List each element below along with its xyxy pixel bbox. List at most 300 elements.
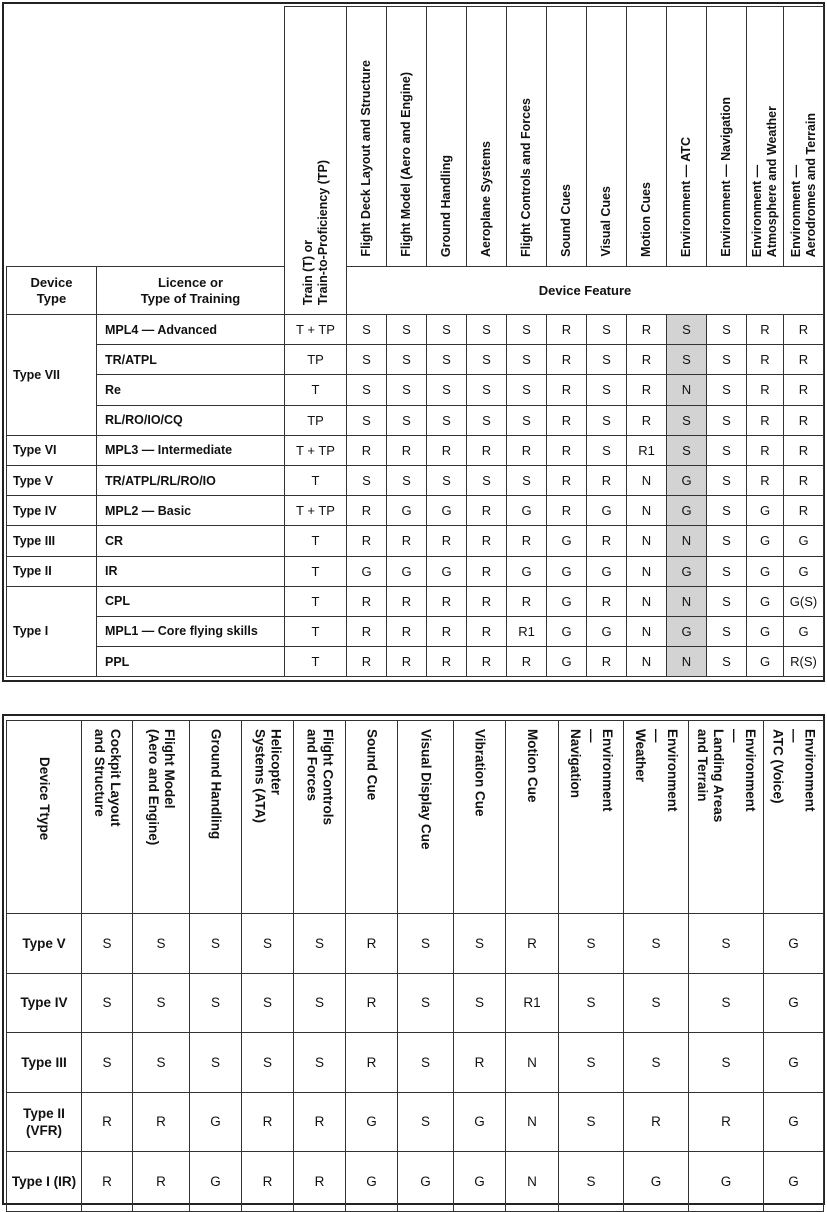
feature-value-cell: S (294, 1033, 346, 1093)
train-cell: T (285, 556, 347, 586)
feature-header-label: Motion Cue (525, 729, 540, 803)
train-cell: TP (285, 405, 347, 435)
feature-value-cell: G (784, 556, 824, 586)
feature-value-cell: S (559, 1152, 624, 1212)
feature-value-cell: S (427, 405, 467, 435)
feature-header-label: Environment — Atmosphere and Weather (750, 105, 779, 257)
feature-value-cell: S (507, 375, 547, 405)
feature-value-cell: R (587, 647, 627, 677)
feature-value-cell: S (707, 375, 747, 405)
table-row (7, 465, 824, 495)
feature-value-cell: S (347, 375, 387, 405)
feature-value-cell: G (764, 973, 824, 1033)
feature-value-cell: G(S) (784, 586, 824, 616)
feature-value-cell: R (784, 435, 824, 465)
train-header-label: Train (T) or Train-to-Proficiency (TP) (300, 159, 330, 305)
feature-value-cell: R (507, 435, 547, 465)
feature-header-7 (398, 721, 454, 914)
train-cell: TP (285, 345, 347, 375)
train-cell: T (285, 526, 347, 556)
feature-header-label: Cockpit Layout and Structure (92, 729, 123, 827)
feature-value-cell: R (427, 586, 467, 616)
feature-value-cell: S (507, 465, 547, 495)
feature-value-cell: S (294, 914, 346, 974)
feature-header-8 (627, 7, 667, 267)
feature-value-cell: G (547, 616, 587, 646)
train-cell: T + TP (285, 315, 347, 345)
header-row (7, 721, 824, 914)
feature-header-label: Environment — ATC (679, 136, 693, 257)
feature-value-cell: S (507, 315, 547, 345)
feature-value-cell: S (667, 435, 707, 465)
table-row (7, 556, 824, 586)
feature-value-cell: N (627, 647, 667, 677)
feature-value-cell: S (707, 616, 747, 646)
feature-value-cell: G (747, 647, 784, 677)
feature-value-cell: S (559, 1092, 624, 1152)
feature-value-cell: R (347, 647, 387, 677)
feature-value-cell: S (707, 556, 747, 586)
feature-value-cell: R (294, 1092, 346, 1152)
feature-value-cell: S (559, 1033, 624, 1093)
feature-header-label: Environment — ATC (Voice) (770, 729, 818, 812)
feature-value-cell: G (587, 616, 627, 646)
licence-cell: RL/RO/IO/CQ (97, 405, 285, 435)
feature-header-11 (747, 7, 784, 267)
table-row (7, 405, 824, 435)
feature-header-label: Flight Controls and Forces (304, 729, 336, 825)
feature-value-cell: R (547, 345, 587, 375)
feature-header-5 (294, 721, 346, 914)
feature-value-cell: G (507, 496, 547, 526)
feature-header-label: Motion Cues (639, 182, 653, 257)
device-type-header-label: Device Ttype (37, 757, 52, 841)
feature-value-cell: N (667, 526, 707, 556)
table-row (7, 914, 824, 974)
feature-value-cell: S (82, 973, 133, 1033)
feature-value-cell: N (667, 647, 707, 677)
feature-value-cell: R (347, 496, 387, 526)
feature-value-cell: R (547, 315, 587, 345)
feature-value-cell: R (346, 1033, 398, 1093)
feature-value-cell: R (347, 586, 387, 616)
device-type-cell: Type V (7, 914, 82, 974)
feature-value-cell: S (467, 315, 507, 345)
feature-value-cell: S (347, 345, 387, 375)
feature-value-cell: S (587, 345, 627, 375)
train-cell: T (285, 647, 347, 677)
device-feature-header: Device Feature (347, 267, 824, 315)
licence-cell: Re (97, 375, 285, 405)
feature-header-label: Environment — Navigation (719, 97, 733, 257)
feature-header-label: Visual Cues (599, 186, 613, 257)
feature-value-cell: G (347, 556, 387, 586)
feature-header-label: Aeroplane Systems (479, 140, 493, 257)
feature-value-cell: G (427, 556, 467, 586)
feature-value-cell: N (627, 586, 667, 616)
device-type-cell: Type IV (7, 496, 97, 526)
train-cell: T + TP (285, 435, 347, 465)
feature-header-5 (507, 7, 547, 267)
feature-value-cell: N (506, 1033, 559, 1093)
feature-value-cell: G (667, 616, 707, 646)
feature-value-cell: S (190, 914, 242, 974)
feature-value-cell: R1 (506, 973, 559, 1033)
feature-value-cell: S (587, 375, 627, 405)
feature-value-cell: R (346, 914, 398, 974)
feature-value-cell: S (624, 914, 689, 974)
feature-header-9 (667, 7, 707, 267)
feature-value-cell: G (387, 556, 427, 586)
feature-value-cell: R (427, 526, 467, 556)
feature-value-cell: R (627, 345, 667, 375)
licence-cell: CPL (97, 586, 285, 616)
feature-value-cell: S (624, 1033, 689, 1093)
feature-value-cell: S (294, 973, 346, 1033)
table-row (7, 586, 824, 616)
feature-header-label: Vibration Cue (472, 729, 488, 817)
feature-value-cell: R (387, 586, 427, 616)
feature-value-cell: G (764, 914, 824, 974)
feature-value-cell: R (747, 315, 784, 345)
feature-value-cell: R (587, 465, 627, 495)
feature-value-cell: R (587, 526, 627, 556)
feature-value-cell: R (784, 405, 824, 435)
feature-value-cell: R (387, 435, 427, 465)
feature-value-cell: S (387, 465, 427, 495)
feature-value-cell: S (689, 1033, 764, 1093)
feature-header-label: Flight Model (Aero and Engine) (146, 729, 177, 846)
feature-value-cell: G (190, 1092, 242, 1152)
feature-value-cell: G (387, 496, 427, 526)
device-type-cell: Type V (7, 465, 97, 495)
train-cell: T (285, 616, 347, 646)
feature-value-cell: R (347, 526, 387, 556)
feature-header-label: Environment — Weather (633, 729, 680, 812)
feature-value-cell: S (707, 496, 747, 526)
feature-value-cell: G (747, 616, 784, 646)
aeroplane-device-feature-table (6, 6, 824, 677)
feature-value-cell: R (133, 1152, 190, 1212)
device-type-cell: Type VI (7, 435, 97, 465)
feature-value-cell: S (507, 405, 547, 435)
table-row (7, 315, 824, 345)
feature-value-cell: R (467, 647, 507, 677)
feature-value-cell: R (784, 496, 824, 526)
feature-value-cell: S (427, 315, 467, 345)
train-header (285, 7, 347, 315)
feature-value-cell: S (507, 345, 547, 375)
feature-value-cell: R (547, 496, 587, 526)
feature-value-cell: G (454, 1152, 506, 1212)
feature-value-cell: R (747, 405, 784, 435)
feature-value-cell: R (427, 435, 467, 465)
feature-value-cell: S (242, 1033, 294, 1093)
device-type-cell: Type III (7, 1033, 82, 1093)
feature-value-cell: G (427, 496, 467, 526)
feature-header-9 (506, 721, 559, 914)
feature-value-cell: R(S) (784, 647, 824, 677)
feature-header-10 (707, 7, 747, 267)
feature-value-cell: S (242, 973, 294, 1033)
feature-header-label: Flight Deck Layout and Structure (359, 60, 373, 257)
feature-value-cell: S (707, 586, 747, 616)
feature-value-cell: G (667, 465, 707, 495)
feature-value-cell: N (506, 1092, 559, 1152)
feature-value-cell: S (454, 973, 506, 1033)
feature-value-cell: G (547, 556, 587, 586)
table-row (7, 647, 824, 677)
feature-value-cell: S (559, 914, 624, 974)
licence-cell: TR/ATPL (97, 345, 285, 375)
feature-header-1 (347, 7, 387, 267)
header-row-features (7, 7, 824, 267)
feature-value-cell: S (387, 405, 427, 435)
device-type-cell: Type III (7, 526, 97, 556)
feature-value-cell: R (747, 375, 784, 405)
feature-value-cell: S (398, 973, 454, 1033)
feature-value-cell: S (133, 1033, 190, 1093)
feature-header-label: Ground Handling (439, 154, 453, 257)
feature-value-cell: S (82, 1033, 133, 1093)
licence-cell: IR (97, 556, 285, 586)
table-row (7, 1092, 824, 1152)
feature-value-cell: S (82, 914, 133, 974)
feature-value-cell: R (467, 556, 507, 586)
feature-value-cell: R (507, 647, 547, 677)
feature-value-cell: S (707, 647, 747, 677)
feature-value-cell: R (294, 1152, 346, 1212)
feature-value-cell: S (587, 435, 627, 465)
feature-value-cell: G (747, 556, 784, 586)
feature-value-cell: G (764, 1092, 824, 1152)
feature-value-cell: R (689, 1092, 764, 1152)
device-type-cell: Type IV (7, 973, 82, 1033)
feature-value-cell: N (627, 616, 667, 646)
feature-value-cell: R (627, 315, 667, 345)
feature-value-cell: R (747, 465, 784, 495)
licence-header: Licence or Type of Training (97, 267, 285, 315)
feature-value-cell: R (467, 435, 507, 465)
feature-value-cell: R (784, 315, 824, 345)
feature-value-cell: S (559, 973, 624, 1033)
feature-value-cell: N (627, 496, 667, 526)
helicopter-device-table-panel (2, 714, 825, 1205)
feature-value-cell: N (627, 526, 667, 556)
feature-value-cell: G (398, 1152, 454, 1212)
feature-value-cell: S (454, 914, 506, 974)
feature-value-cell: S (667, 315, 707, 345)
feature-value-cell: G (547, 526, 587, 556)
feature-value-cell: S (398, 1092, 454, 1152)
feature-value-cell: R (506, 914, 559, 974)
feature-header-4 (242, 721, 294, 914)
feature-value-cell: R (467, 586, 507, 616)
feature-value-cell: R (133, 1092, 190, 1152)
device-type-cell: Type I (IR) (7, 1152, 82, 1212)
feature-value-cell: N (627, 556, 667, 586)
feature-value-cell: R (242, 1152, 294, 1212)
feature-value-cell: N (627, 465, 667, 495)
feature-value-cell: R (427, 616, 467, 646)
feature-value-cell: R (82, 1092, 133, 1152)
feature-value-cell: S (398, 914, 454, 974)
feature-header-label: Sound Cue (364, 729, 380, 801)
feature-header-label: Helicopter Systems (ATA) (252, 729, 284, 824)
feature-header-2 (387, 7, 427, 267)
feature-header-3 (190, 721, 242, 914)
feature-header-label: Flight Controls and Forces (519, 97, 533, 257)
feature-value-cell: G (547, 647, 587, 677)
device-type-cell: Type II (VFR) (7, 1092, 82, 1152)
feature-value-cell: R (387, 647, 427, 677)
feature-header-label: Visual Display Cue (418, 729, 434, 850)
licence-cell: MPL1 — Core flying skills (97, 616, 285, 646)
table-row (7, 345, 824, 375)
feature-value-cell: G (764, 1152, 824, 1212)
feature-value-cell: S (587, 405, 627, 435)
feature-value-cell: R (347, 435, 387, 465)
feature-value-cell: G (587, 496, 627, 526)
licence-cell: MPL3 — Intermediate (97, 435, 285, 465)
feature-value-cell: S (190, 973, 242, 1033)
feature-header-4 (467, 7, 507, 267)
table-row (7, 375, 824, 405)
licence-cell: PPL (97, 647, 285, 677)
feature-value-cell: S (467, 375, 507, 405)
feature-value-cell: R (387, 616, 427, 646)
feature-header-6 (547, 7, 587, 267)
feature-value-cell: G (747, 496, 784, 526)
feature-header-2 (133, 721, 190, 914)
feature-header-12 (689, 721, 764, 914)
feature-value-cell: S (467, 405, 507, 435)
feature-value-cell: S (587, 315, 627, 345)
device-type-cell: Type VII (7, 315, 97, 436)
feature-value-cell: R (547, 375, 587, 405)
feature-value-cell: R (784, 465, 824, 495)
feature-value-cell: S (347, 405, 387, 435)
device-type-header: Device Type (7, 267, 97, 315)
feature-value-cell: S (427, 375, 467, 405)
header-blank (7, 7, 285, 267)
feature-value-cell: S (347, 315, 387, 345)
aeroplane-device-table-panel (2, 2, 825, 682)
licence-cell: TR/ATPL/RL/RO/IO (97, 465, 285, 495)
feature-value-cell: G (784, 616, 824, 646)
feature-value-cell: S (427, 345, 467, 375)
table-row (7, 616, 824, 646)
feature-header-label: Environment — Landing Areas and Terrain (695, 729, 758, 823)
feature-value-cell: S (689, 973, 764, 1033)
feature-value-cell: S (624, 973, 689, 1033)
feature-header-11 (624, 721, 689, 914)
feature-value-cell: R (747, 345, 784, 375)
feature-header-8 (454, 721, 506, 914)
feature-value-cell: R (347, 616, 387, 646)
feature-value-cell: R (627, 375, 667, 405)
feature-header-7 (587, 7, 627, 267)
feature-header-label: Environment — Navigation (568, 729, 615, 812)
feature-header-label: Flight Model (Aero and Engine) (399, 72, 413, 257)
feature-header-10 (559, 721, 624, 914)
feature-value-cell: S (347, 465, 387, 495)
feature-value-cell: G (454, 1092, 506, 1152)
feature-value-cell: R (624, 1092, 689, 1152)
feature-value-cell: R (346, 973, 398, 1033)
feature-value-cell: R (784, 345, 824, 375)
feature-value-cell: S (707, 405, 747, 435)
feature-value-cell: G (747, 586, 784, 616)
feature-value-cell: R (587, 586, 627, 616)
table-row (7, 496, 824, 526)
table-row (7, 526, 824, 556)
feature-value-cell: R (747, 435, 784, 465)
feature-value-cell: G (784, 526, 824, 556)
device-type-header (7, 721, 82, 914)
feature-value-cell: G (747, 526, 784, 556)
feature-value-cell: R (467, 616, 507, 646)
feature-header-12 (784, 7, 824, 267)
feature-header-13 (764, 721, 824, 914)
feature-value-cell: S (707, 526, 747, 556)
helicopter-device-feature-table (6, 720, 824, 1212)
feature-header-3 (427, 7, 467, 267)
feature-value-cell: R (784, 375, 824, 405)
feature-value-cell: R (387, 526, 427, 556)
feature-value-cell: G (507, 556, 547, 586)
feature-value-cell: S (387, 345, 427, 375)
feature-value-cell: G (624, 1152, 689, 1212)
feature-value-cell: N (667, 586, 707, 616)
licence-cell: MPL4 — Advanced (97, 315, 285, 345)
feature-value-cell: S (190, 1033, 242, 1093)
feature-value-cell: G (667, 496, 707, 526)
feature-value-cell: S (427, 465, 467, 495)
feature-value-cell: R (547, 465, 587, 495)
feature-value-cell: R (454, 1033, 506, 1093)
device-type-cell: Type II (7, 556, 97, 586)
feature-value-cell: S (133, 914, 190, 974)
feature-value-cell: S (707, 345, 747, 375)
feature-header-label: Environment — Aerodromes and Terrain (788, 112, 818, 257)
feature-value-cell: S (242, 914, 294, 974)
train-cell: T (285, 375, 347, 405)
feature-value-cell: N (506, 1152, 559, 1212)
feature-value-cell: G (667, 556, 707, 586)
feature-value-cell: S (467, 465, 507, 495)
device-type-cell: Type I (7, 586, 97, 677)
feature-value-cell: S (707, 315, 747, 345)
feature-value-cell: S (667, 405, 707, 435)
feature-value-cell: R (547, 405, 587, 435)
feature-value-cell: R (507, 526, 547, 556)
feature-value-cell: S (133, 973, 190, 1033)
feature-value-cell: R (507, 586, 547, 616)
feature-header-label: Sound Cues (559, 184, 573, 257)
feature-value-cell: G (547, 586, 587, 616)
feature-value-cell: S (387, 315, 427, 345)
train-cell: T (285, 586, 347, 616)
feature-value-cell: R (242, 1092, 294, 1152)
feature-value-cell: S (387, 375, 427, 405)
feature-header-label: Ground Handling (208, 729, 224, 840)
feature-value-cell: S (707, 465, 747, 495)
feature-value-cell: R1 (507, 616, 547, 646)
feature-value-cell: G (346, 1092, 398, 1152)
feature-value-cell: R1 (627, 435, 667, 465)
train-cell: T (285, 465, 347, 495)
